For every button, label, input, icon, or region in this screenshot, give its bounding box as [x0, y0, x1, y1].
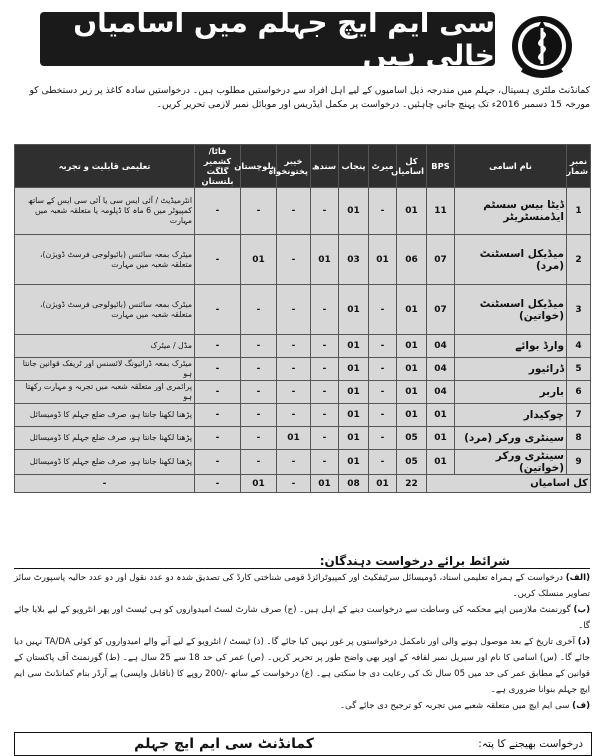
table-row — [15, 404, 591, 427]
cell-kpk: - — [277, 381, 311, 404]
cell-sr: 4 — [567, 335, 591, 358]
cell-qualification: میٹرک بمعہ سائنس (بائیولوجی فرسٹ ڈویژن)، متعلقہ شعبہ میں مہارت — [15, 235, 195, 285]
cell-name: سینٹری ورکر (خواتین) — [455, 450, 567, 475]
cell-sr: 8 — [567, 427, 591, 450]
header-merit: میرٹ — [369, 145, 397, 188]
cell-sindh: - — [311, 427, 339, 450]
cell-total: 05 — [397, 450, 427, 475]
vacancies-table — [14, 144, 591, 493]
cell-ajk: - — [195, 404, 241, 427]
totals-total: 22 — [397, 475, 427, 493]
cell-sindh: - — [311, 381, 339, 404]
cell-sr: 9 — [567, 450, 591, 475]
cell-total: 01 — [397, 285, 427, 335]
cell-ajk: - — [195, 358, 241, 381]
condition-item — [14, 570, 590, 602]
cell-punjab: 01 — [339, 188, 369, 235]
conditions-list — [14, 570, 590, 714]
cell-total: 05 — [397, 427, 427, 450]
cell-kpk: - — [277, 285, 311, 335]
cell-punjab: 01 — [339, 404, 369, 427]
cell-bps: 01 — [427, 404, 455, 427]
totals-label: کل اسامیاں — [427, 475, 591, 493]
cell-bps: 01 — [427, 427, 455, 450]
totals-row — [15, 475, 591, 493]
header-name: نام اسامی — [455, 145, 567, 188]
cell-bps: 04 — [427, 381, 455, 404]
cell-punjab: 03 — [339, 235, 369, 285]
cell-sr: 2 — [567, 235, 591, 285]
table-row — [15, 285, 591, 335]
cell-total: 01 — [397, 381, 427, 404]
cell-bps: 01 — [427, 450, 455, 475]
cell-balochistan: 01 — [241, 235, 277, 285]
cell-bps: 07 — [427, 235, 455, 285]
intro-line-2: مورخہ 15 دسمبر 2016ء تک پہنچ جانی چاہئیں۔ درخواست پر مکمل ایڈریس اور موبائل نمبر لازمی تحریر کریں۔ — [156, 99, 590, 110]
conditions-heading — [14, 550, 590, 569]
cell-sindh: - — [311, 404, 339, 427]
cell-kpk: - — [277, 335, 311, 358]
condition-item — [14, 634, 590, 698]
cell-total: 01 — [397, 404, 427, 427]
cell-total: 06 — [397, 235, 427, 285]
condition-item — [14, 602, 590, 634]
cell-sr: 5 — [567, 358, 591, 381]
condition-label: (د) — [577, 637, 590, 647]
cell-kpk: - — [277, 450, 311, 475]
cell-merit: - — [369, 285, 397, 335]
cell-ajk: - — [195, 235, 241, 285]
header-kpk: خیبر پختونخواہ — [277, 145, 311, 188]
cell-balochistan: - — [241, 381, 277, 404]
cell-name: باربر — [455, 381, 567, 404]
cell-name: ڈیٹا بیس سسٹم ایڈمنسٹریٹر — [455, 188, 567, 235]
cell-qualification: پڑھنا لکھنا جانتا ہو، صرف ضلع جہلم کا ڈومیسائل — [15, 450, 195, 475]
cell-bps: 11 — [427, 188, 455, 235]
cell-bps: 04 — [427, 358, 455, 381]
cell-punjab: 01 — [339, 450, 369, 475]
cell-merit: - — [369, 427, 397, 450]
header-sindh: سندھ — [311, 145, 339, 188]
table-row — [15, 427, 591, 450]
cell-ajk: - — [195, 285, 241, 335]
condition-label: (ب) — [573, 605, 590, 615]
cell-total: 01 — [397, 358, 427, 381]
page-title-text: سی ایم ایچ جہلم میں اسامیاں خالی ہیں — [73, 6, 495, 72]
cell-kpk: - — [277, 358, 311, 381]
cell-ajk: - — [195, 188, 241, 235]
table-row — [15, 358, 591, 381]
header-total: کل اسامیاں — [397, 145, 427, 188]
cell-kpk: - — [277, 235, 311, 285]
cell-balochistan: - — [241, 427, 277, 450]
cell-merit: - — [369, 450, 397, 475]
header-bps: BPS — [427, 145, 455, 188]
cell-qualification: مڈل / میٹرک — [15, 335, 195, 358]
intro-paragraph — [10, 84, 590, 112]
cell-name: سینٹری ورکر (مرد) — [455, 427, 567, 450]
cell-name: وارڈ بوائے — [455, 335, 567, 358]
cell-punjab: 01 — [339, 381, 369, 404]
cell-total: 01 — [397, 335, 427, 358]
intro-line-1: کمانڈنٹ ملٹری ہسپتال، جہلم میں مندرجہ ذیل اسامیوں کے لیے اہل افراد سے درخواستیں مطلوب ہیں۔ درخواستیں سادہ کاغذ پر زیر دستخطی کو — [29, 85, 590, 96]
cell-balochistan: - — [241, 335, 277, 358]
totals-sindh: 01 — [311, 475, 339, 493]
cell-punjab: 01 — [339, 285, 369, 335]
cell-kpk: - — [277, 188, 311, 235]
cell-balochistan: - — [241, 285, 277, 335]
cell-balochistan: - — [241, 404, 277, 427]
cell-punjab: 01 — [339, 427, 369, 450]
cell-ajk: - — [195, 335, 241, 358]
header-sr: نمبر شمار — [567, 145, 591, 188]
totals-balochistan: 01 — [241, 475, 277, 493]
cell-bps: 07 — [427, 285, 455, 335]
table-header-row — [15, 145, 591, 188]
army-medical-corps-emblem-icon — [508, 6, 576, 86]
totals-kpk: - — [277, 475, 311, 493]
totals-ajk: - — [195, 475, 241, 493]
page-title — [40, 6, 495, 72]
cell-name: چوکیدار — [455, 404, 567, 427]
condition-label: (الف) — [565, 573, 590, 583]
cell-name: ڈرائیور — [455, 358, 567, 381]
header-ajk: فاٹا/کشمیر گلگت بلتستان — [195, 145, 241, 188]
cell-sr: 6 — [567, 381, 591, 404]
condition-item — [14, 698, 590, 714]
cell-sindh: - — [311, 335, 339, 358]
cell-sr: 7 — [567, 404, 591, 427]
header-balochistan: بلوچستان — [241, 145, 277, 188]
cell-punjab: 01 — [339, 335, 369, 358]
mailing-address-label: درخواست بھیجنے کا پتہ: — [478, 738, 583, 750]
cell-sindh: 01 — [311, 235, 339, 285]
cell-punjab: 01 — [339, 358, 369, 381]
cell-merit: 01 — [369, 235, 397, 285]
cell-sindh: - — [311, 358, 339, 381]
cell-name: میڈیکل اسسٹنٹ (خواتین) — [455, 285, 567, 335]
condition-text: سی ایم ایچ میں متعلقہ شعبے میں تجربہ کو ترجیح دی جائے گی۔ — [340, 701, 570, 711]
cell-kpk: 01 — [277, 427, 311, 450]
cell-name: میڈیکل اسسٹنٹ (مرد) — [455, 235, 567, 285]
cell-total: 01 — [397, 188, 427, 235]
cell-sindh: - — [311, 188, 339, 235]
cell-ajk: - — [195, 450, 241, 475]
totals-qualification: - — [15, 475, 195, 493]
mailing-address: کمانڈنٹ سی ایم ایچ جہلم — [134, 736, 314, 752]
cell-qualification: انٹرمیڈیٹ / آئی ایس سی یا آئی سی ایس کے ساتھ کمپیوٹر میں 6 ماہ کا ڈپلومہ یا متعلقہ شعبہ میں مہارت — [15, 188, 195, 235]
cell-sr: 1 — [567, 188, 591, 235]
cell-merit: - — [369, 335, 397, 358]
cell-balochistan: - — [241, 188, 277, 235]
cell-qualification: میٹرک بمعہ سائنس (بائیولوجی فرسٹ ڈویژن)، متعلقہ شعبہ میں مہارت — [15, 285, 195, 335]
table-row — [15, 450, 591, 475]
cell-balochistan: - — [241, 358, 277, 381]
totals-merit: 01 — [369, 475, 397, 493]
cell-qualification: پرائمری اور متعلقہ شعبہ میں تجربہ و مہارت رکھتا ہو — [15, 381, 195, 404]
cell-balochistan: - — [241, 450, 277, 475]
mailing-address-box — [14, 732, 592, 756]
cell-ajk: - — [195, 427, 241, 450]
cell-merit: - — [369, 404, 397, 427]
condition-text: گورنمنٹ ملازمین اپنے محکمہ کی وساطت سے درخواست دینے کے اہل ہیں۔ (ج) صرف شارٹ لسٹ امیدواروں کو ہی ٹیسٹ اور پھر انٹرویو کے لیے بلایا جائے گا۔ — [14, 605, 590, 631]
cell-merit: - — [369, 358, 397, 381]
condition-text: درخواست کے ہمراہ تعلیمی اسناد، ڈومیسائل سرٹیفکیٹ اور کمپیوٹرائزڈ قومی شناختی کارڈ کی تصدیق شدہ دو عدد نقول اور دو عدد حالیہ پاسپورٹ سائز تصاویر منسلک کریں۔ — [14, 573, 590, 599]
cell-merit: - — [369, 381, 397, 404]
cell-ajk: - — [195, 381, 241, 404]
cell-kpk: - — [277, 404, 311, 427]
header-punjab: پنجاب — [339, 145, 369, 188]
table-row — [15, 188, 591, 235]
cell-qualification: پڑھنا لکھنا جانتا ہو، صرف ضلع جہلم کا ڈومیسائل — [15, 404, 195, 427]
table-row — [15, 235, 591, 285]
cell-qualification: میٹرک بمعہ ڈرائیونگ لائسنس اور ٹریفک قوانین جانتا ہو — [15, 358, 195, 381]
conditions-title: شرائط برائے درخواست دہندگان: — [319, 554, 510, 568]
cell-sindh: - — [311, 450, 339, 475]
cell-sindh: - — [311, 285, 339, 335]
cell-merit: - — [369, 188, 397, 235]
table-row — [15, 335, 591, 358]
totals-punjab: 08 — [339, 475, 369, 493]
condition-text: آخری تاریخ کے بعد موصول ہونے والی اور نامکمل درخواستوں پر غور نہیں کیا جائے گا۔ (ذ) ٹیسٹ / انٹرویو کے لیے آنے والے امیدواروں کو کوئی TA/DA نہیں دیا جائے گا۔ (س) اسامی کا نام اور سیریل نمبر لفافہ کے اوپر بھی واضح طور پر تحریر کریں۔ (ص) عمر کی حد 18 سے 25 سال ہے۔ (ط) گورنمنٹ آف پاکستان کے قوانین کے مطابق عمر کی حد میں 05 سال تک کی رعایت دی جا سکتی ہے۔ (ع) درخواست کے ساتھ -/200 روپے کا (ناقابل واپسی) پے آرڈر بنام کمانڈنٹ سی ایم ایچ جہلم بنوانا ضروری ہے۔ — [14, 637, 590, 695]
cell-bps: 04 — [427, 335, 455, 358]
header-qualification: تعلیمی قابلیت و تجربہ — [15, 145, 195, 188]
cell-qualification: پڑھنا لکھنا جانتا ہو، صرف ضلع جہلم کا ڈومیسائل — [15, 427, 195, 450]
condition-label: (ف) — [572, 701, 590, 711]
table-row — [15, 381, 591, 404]
cell-sr: 3 — [567, 285, 591, 335]
